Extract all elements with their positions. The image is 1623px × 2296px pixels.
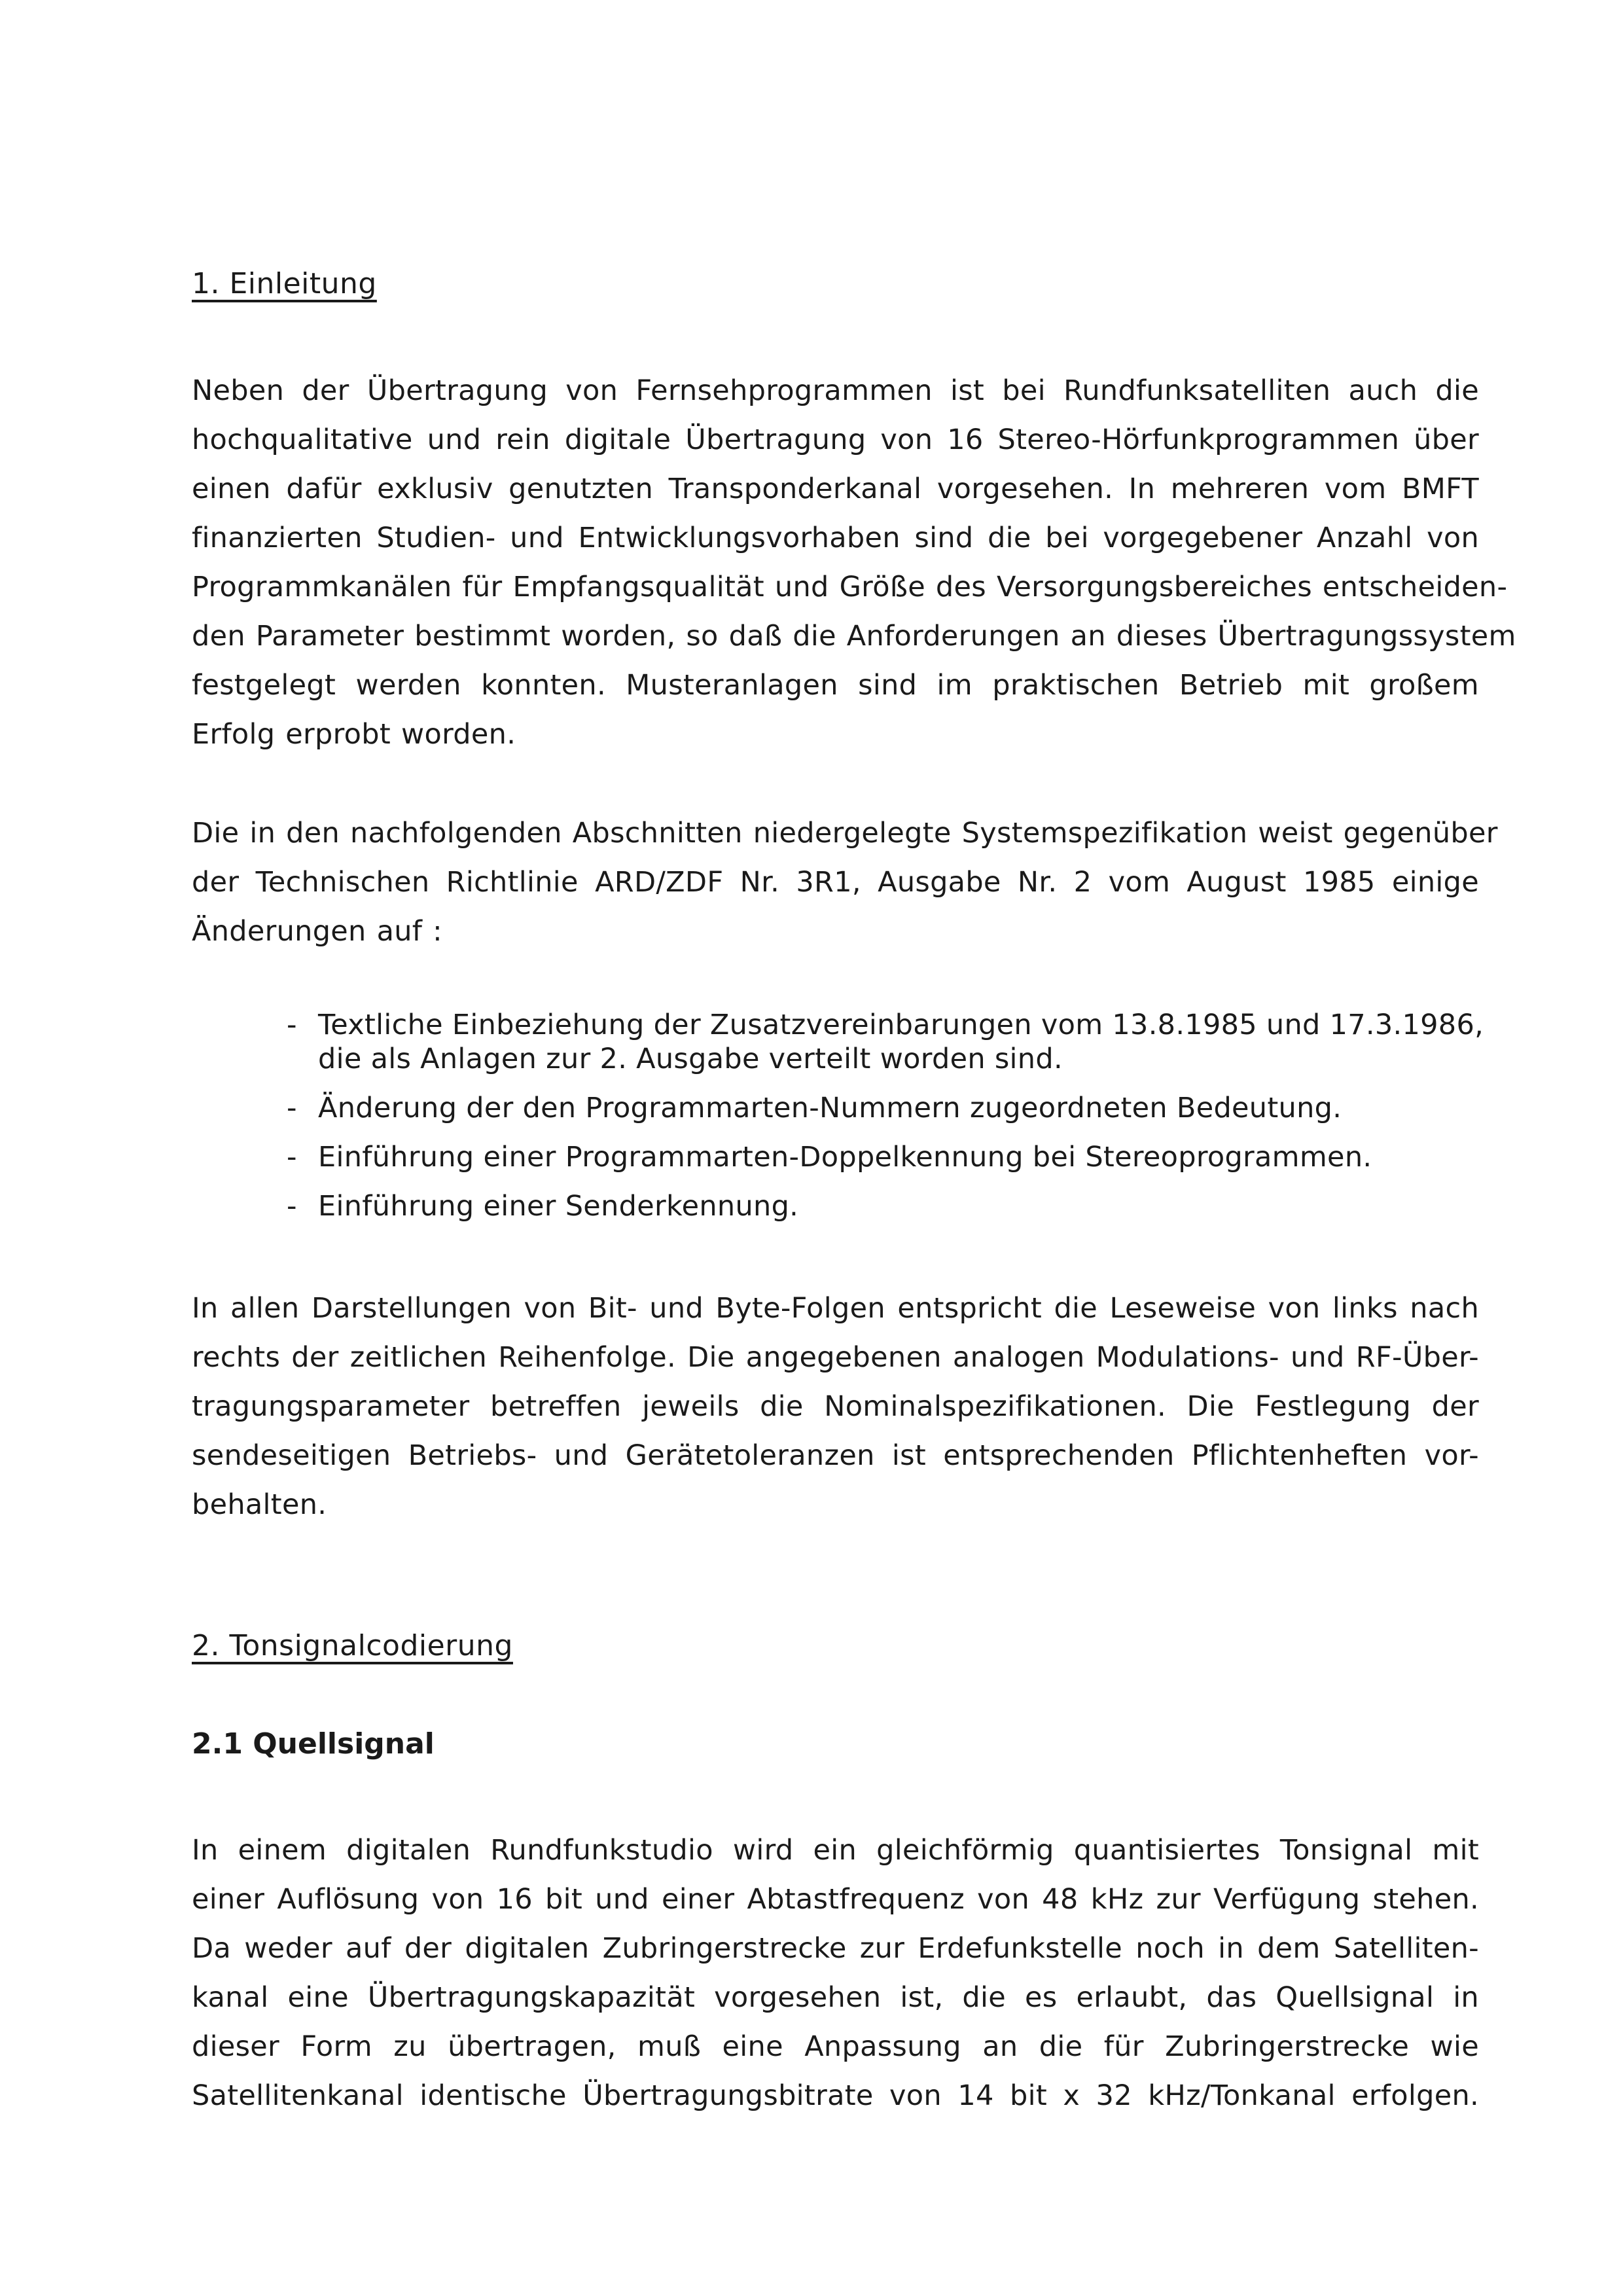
dash-bullet-icon: - xyxy=(287,1009,297,1041)
text-line: sendeseitigen Betriebs- und Gerätetoleranzen ist entsprechenden Pflichtenheften vor- xyxy=(192,1439,1479,1472)
section-1-heading: 1. Einleitung xyxy=(192,267,377,300)
text-line: Programmkanälen für Empfangsqualität und Größe des Versorgungsbereiches entscheiden- xyxy=(192,571,1508,603)
subsection-2-1-heading: 2.1 Quellsignal xyxy=(192,1727,435,1761)
text-line: Satellitenkanal identische Übertragungsbitrate von 14 bit x 32 kHz/Tonkanal erfolgen. xyxy=(192,2079,1479,2112)
section-1-paragraph-2 xyxy=(192,809,1498,956)
text-line: Textliche Einbeziehung der Zusatzvereinbarungen vom 13.8.1985 und 17.3.1986, xyxy=(318,1009,1484,1041)
subsection-2-1-paragraph xyxy=(192,1826,1479,2121)
text-line: hochqualitative und rein digitale Übertragung von 16 Stereo-Hörfunkprogrammen über xyxy=(192,423,1479,456)
text-line: Einführung einer Programmarten-Doppelkennung bei Stereoprogrammen. xyxy=(318,1141,1372,1174)
text-line: dieser Form zu übertragen, muß eine Anpassung an die für Zubringerstrecke wie xyxy=(192,2030,1479,2063)
text-line: Die in den nachfolgenden Abschnitten niedergelegte Systemspezifikation weist gegenüber xyxy=(192,817,1498,850)
text-line: den Parameter bestimmt worden, so daß die Anforderungen an dieses Übertragungssystem xyxy=(192,620,1516,653)
text-line: tragungsparameter betreffen jeweils die Nominalspezifikationen. Die Festlegung der xyxy=(192,1390,1479,1423)
text-line: einer Auflösung von 16 bit und einer Abtastfrequenz von 48 kHz zur Verfügung stehen. xyxy=(192,1883,1479,1916)
section-1-paragraph-3 xyxy=(192,1284,1479,1530)
text-line: Einführung einer Senderkennung. xyxy=(318,1190,799,1223)
text-line: In einem digitalen Rundfunkstudio wird ein gleichförmig quantisiertes Tonsignal mit xyxy=(192,1834,1479,1867)
text-line: behalten. xyxy=(192,1488,327,1521)
text-line: der Technischen Richtlinie ARD/ZDF Nr. 3R1, Ausgabe Nr. 2 vom August 1985 einige xyxy=(192,866,1479,899)
text-line: die als Anlagen zur 2. Ausgabe verteilt worden sind. xyxy=(318,1043,1063,1075)
text-line: In allen Darstellungen von Bit- und Byte-Folgen entspricht die Leseweise von links nach xyxy=(192,1292,1479,1325)
text-line: rechts der zeitlichen Reihenfolge. Die angegebenen analogen Modulations- und RF-Über- xyxy=(192,1341,1479,1374)
text-line: festgelegt werden konnten. Musteranlagen sind im praktischen Betrieb mit großem xyxy=(192,669,1479,702)
dash-bullet-icon: - xyxy=(287,1092,297,1124)
changes-list xyxy=(287,1008,1484,1238)
list-item xyxy=(287,1091,1479,1125)
text-line: Da weder auf der digitalen Zubringerstrecke zur Erdefunkstelle noch in dem Satelliten- xyxy=(192,1932,1479,1965)
list-item xyxy=(287,1140,1479,1174)
text-line: Änderung der den Programmarten-Nummern zugeordneten Bedeutung. xyxy=(318,1092,1342,1124)
list-item xyxy=(287,1189,1479,1223)
dash-bullet-icon: - xyxy=(287,1141,297,1174)
list-item xyxy=(287,1008,1484,1076)
section-2-heading: 2. Tonsignalcodierung xyxy=(192,1629,513,1662)
text-line: kanal eine Übertragungskapazität vorgesehen ist, die es erlaubt, das Quellsignal in xyxy=(192,1981,1479,2014)
text-line: einen dafür exklusiv genutzten Transponderkanal vorgesehen. In mehreren vom BMFT xyxy=(192,473,1479,505)
text-line: Neben der Übertragung von Fernsehprogrammen ist bei Rundfunksatelliten auch die xyxy=(192,374,1479,407)
section-1-paragraph-1 xyxy=(192,367,1516,759)
text-line: finanzierten Studien- und Entwicklungsvorhaben sind die bei vorgegebener Anzahl von xyxy=(192,522,1479,554)
text-line: Erfolg erprobt worden. xyxy=(192,718,516,751)
text-line: Änderungen auf : xyxy=(192,915,442,948)
dash-bullet-icon: - xyxy=(287,1190,297,1223)
